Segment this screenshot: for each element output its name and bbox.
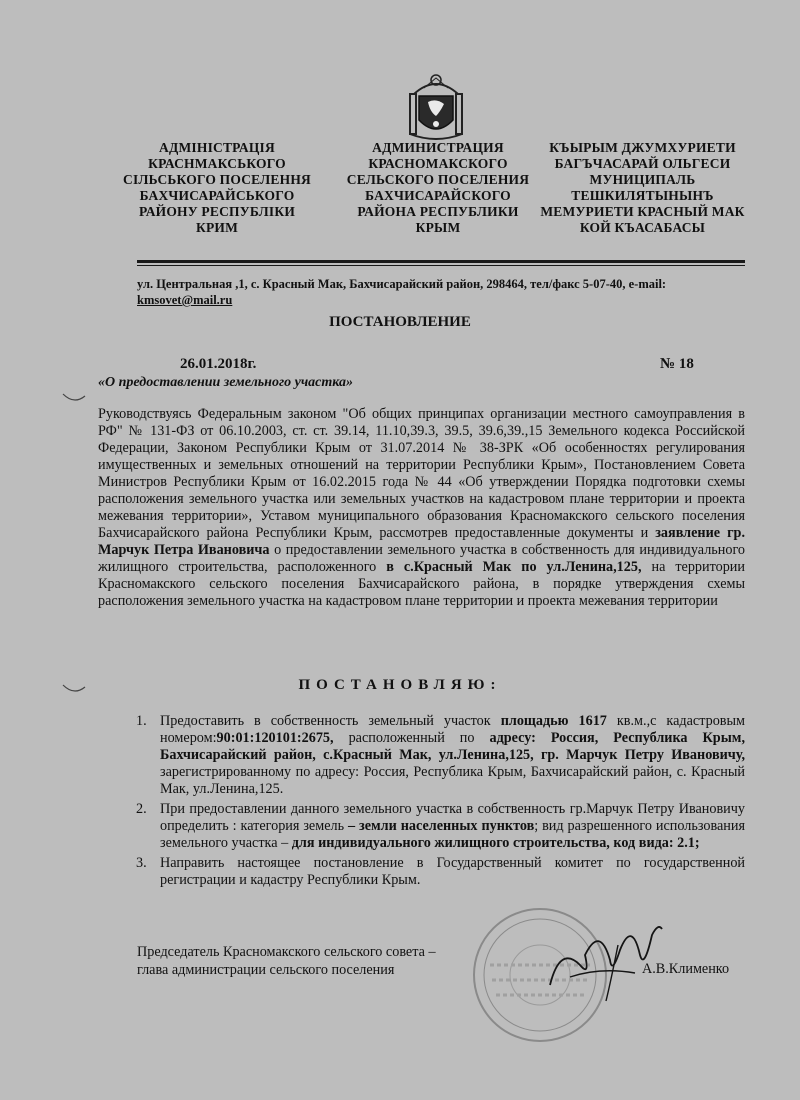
address-line: ул. Центральная ,1, с. Красный Мак, Бахчисарайский район, 298464, тел/факс 5-07-40, e-mail: xyxy=(137,277,667,291)
header-ukrainian xyxy=(112,140,322,236)
signature xyxy=(540,915,670,1005)
document-title: ПОСТАНОВЛЕНИЕ xyxy=(329,314,471,330)
header-ru-line: СЕЛЬСКОГО ПОСЕЛЕНИЯ xyxy=(346,172,530,187)
header-ua-line: РАЙОНУ РЕСПУБЛІКИ xyxy=(138,204,296,219)
document-date: 26.01.2018г. xyxy=(180,356,257,372)
item-text: Направить настоящее постановление в Государственный комитет по государственной регистрации и кадастру Республики Крым. xyxy=(160,855,745,888)
header-crh-line: КЪЫРЫМ ДЖУМХУРИЕТИ xyxy=(549,140,736,155)
signer-line: глава администрации сельского поселения xyxy=(137,962,395,978)
header-ua-line: КРИМ xyxy=(195,220,239,235)
email-link[interactable]: kmsovet@mail.ru xyxy=(137,293,233,307)
item-number: 3. xyxy=(136,855,147,871)
list-item xyxy=(130,801,745,852)
header-russian xyxy=(333,140,543,236)
item-bold: площадью 1617 xyxy=(500,713,607,729)
header-divider-thin xyxy=(137,265,745,266)
item-bold: адресу: Россия, Республика Крым, Бахчисарайский район, с.Красный Мак, ул.Ленина,125, гр. Марчук Петру Ивановичу, xyxy=(160,730,745,763)
item-text: ; вид разрешенного использования земельного участка – xyxy=(160,818,745,851)
signer-line: Председатель Красномакского сельского совета – xyxy=(137,944,436,960)
header-ua-line: КРАСНМАКСЬКОГО xyxy=(148,156,286,171)
item-text: расположенный по xyxy=(333,730,490,746)
header-ua-line: АДМІНІСТРАЦІЯ xyxy=(159,140,275,155)
item-bold: – земли населенных пунктов xyxy=(347,818,535,834)
item-number: 1. xyxy=(136,713,147,729)
header-ua-line: СІЛЬСЬКОГО ПОСЕЛЕННЯ xyxy=(123,172,311,187)
preamble-text: Руководствуясь Федеральным законом "Об общих принципах организации местного самоуправления в РФ" № 131-ФЗ от 06.10.2003, ст. ст. 39.14, 11.10,39.3, 39.5, 39.6,39.,15 Земельного кодекса Российской Федерации, Законом Республики Крым от 31.07.2014 № 38-ЗРК «Об особенностях регулирования имущественных и земельных отношений на территории Республики Крым», Постановлением Совета Министров Республики Крым от 16.02.2015 года № 44 «Об утверждении Порядка подготовки схемы расположения земельного участка или земельных участков на кадастровом плане территории и проекта межевания территории», Уставом муниципального образования Красномакского сельского поселения Бахчисарайского района Республики Крым, рассмотрев предоставленные документы и xyxy=(98,406,745,541)
address-block xyxy=(137,276,745,308)
punch-mark xyxy=(62,684,86,694)
header-ru-line: РАЙОНА РЕСПУБЛИКИ xyxy=(357,204,519,219)
preamble-paragraph xyxy=(98,406,745,610)
preamble-location: в с.Красный Мак по ул.Ленина,125, xyxy=(386,559,642,575)
document-subject: «О предоставлении земельного участка» xyxy=(98,375,354,390)
document-number: № 18 xyxy=(660,356,694,372)
signer-title xyxy=(137,943,436,979)
decree-heading: ПОСТАНОВЛЯЮ: xyxy=(298,677,502,693)
item-bold: для индивидуального жилищного строительства, код вида: 2.1; xyxy=(291,835,700,851)
item-text: При предоставлении данного земельного участка в собственность гр.Марчук Петру Ивановичу определить : категория земель xyxy=(160,801,745,834)
list-item xyxy=(130,713,745,798)
header-ru-line: АДМИНИСТРАЦИЯ xyxy=(372,140,504,155)
header-crimean-tatar xyxy=(540,140,745,236)
item-text: Предоставить в собственность земельный участок xyxy=(160,713,501,729)
header-ua-line: БАХЧИСАРАЙСЬКОГО xyxy=(139,188,295,203)
header-ru-line: КРЫМ xyxy=(415,220,461,235)
item-number: 2. xyxy=(136,801,147,817)
header-crh-line: МЕМУРИЕТИ КРАСНЫЙ МАК xyxy=(540,204,745,219)
header-crh-line: КОЙ КЪАСАБАСЫ xyxy=(579,220,706,235)
list-item xyxy=(130,855,745,889)
header-crh-line: ТЕШКИЛЯТЫНЫНЪ xyxy=(571,188,714,203)
header-divider xyxy=(137,260,745,263)
signer-name: А.В.Клименко xyxy=(642,961,730,977)
header-ru-line: КРАСНОМАКСКОГО xyxy=(368,156,508,171)
header-crh-line: МУНИЦИПАЛЬ xyxy=(589,172,696,187)
header-crh-line: БАГЪЧАСАРАЙ ОЛЬГЕСИ xyxy=(554,156,731,171)
decree-items xyxy=(130,713,745,892)
preamble-text: на территории Красномакского сельского поселения Бахчисарайского района, в порядке утверждения схемы расположения земельного участка на кадастровом плане территории и проекта межевания территории xyxy=(98,559,745,609)
item-text: зарегистрированному по адресу: Россия, Республика Крым, Бахчисарайский район, с. Красный Мак, ул.Ленина,125. xyxy=(160,764,745,797)
header-ru-line: БАХЧИСАРАЙСКОГО xyxy=(365,188,511,203)
preamble-text: о предоставлении земельного участка в собственность для индивидуального жилищного строительства, расположенного xyxy=(98,542,746,575)
preamble-applicant: заявление гр. Марчук Петра Ивановича xyxy=(98,525,745,558)
item-bold: 90:01:120101:2675, xyxy=(216,730,334,746)
crimea-coat-of-arms-icon xyxy=(406,72,466,142)
item-text: кв.м.,с кадастровым номером: xyxy=(160,713,745,746)
punch-mark xyxy=(62,393,86,403)
